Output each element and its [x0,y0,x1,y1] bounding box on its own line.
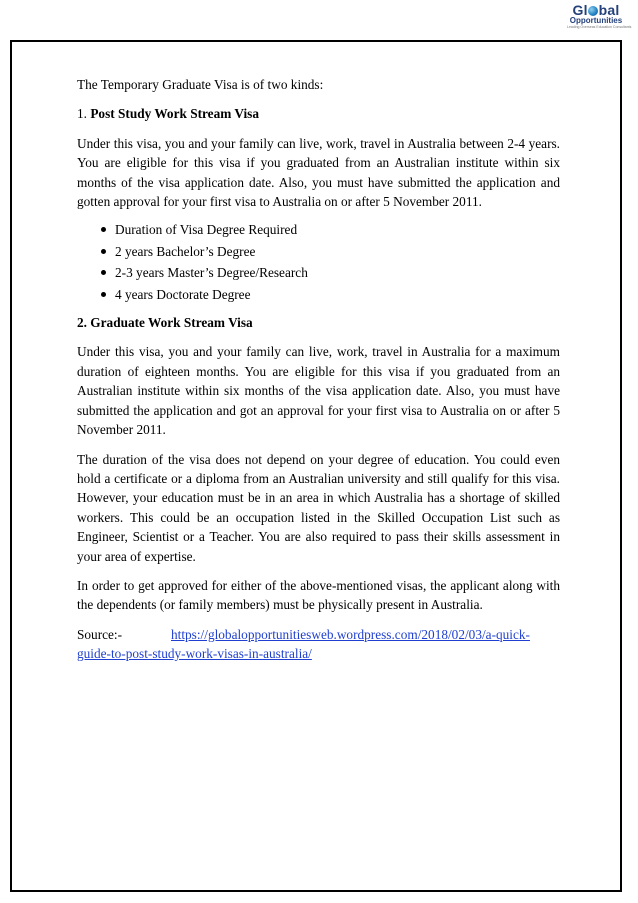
bullet-icon [101,292,106,297]
logo-wordmark: Gl bal [572,2,620,18]
global-opportunities-logo [567,2,632,39]
logo-subword: Opportunities [569,16,623,25]
section1-title: Post Study Work Stream Visa [90,106,260,122]
section2-heading: 2. Graduate Work Stream Visa [77,315,253,331]
document-body [77,75,560,674]
section1-paragraph: Under this visa, you and your family can live, work, travel in Australia between 2-4 years. You are eligible for this visa if you graduated from an Australian institute within six months of the visa application date. Also, you must have submitted the application and gotten approval for your first visa to Australia on or after 5 November 2011. [77,135,560,210]
list-item: 4 years Doctorate Degree [101,284,560,305]
source-line [77,625,560,664]
degree-bullet-list [101,219,560,305]
list-item: Duration of Visa Degree Required [101,219,560,240]
list-item: 2 years Bachelor’s Degree [101,241,560,262]
section1-number: 1. [77,106,87,122]
bullet-icon [101,227,106,232]
logo-tagline: Leading Overseas Education Consultants [567,25,632,29]
source-link[interactable]: https://globalopportunitiesweb.wordpress.com/2018/02/03/a-quick-guide-to-post-study-work-visas-in-australia/ [77,626,530,662]
intro-text: The Temporary Graduate Visa is of two kinds: [77,77,324,92]
source-label: Source:- [77,626,123,642]
bullet-icon [101,270,106,275]
section2-paragraph-1: Under this visa, you and your family can live, work, travel in Australia for a maximum duration of eighteen months. You are eligible for this visa if you graduated from an Australian institute within six months of the visa application date. Also, you must have submitted the application and got an approval for your first visa to Australia on or after 5 November 2011. [77,344,560,438]
section1-heading [77,104,560,123]
globe-icon [588,6,598,16]
section2-paragraph-2: The duration of the visa does not depend on your degree of education. You could even hold a certificate or a diploma from an Australian university and still qualify for this visa. However, your education must be in an area in which Australia has a shortage of skilled workers. This could be an occupation listed in the Skilled Occupation List such as Engineer, Scientist or a Teacher. You are also required to pass their skills assessment in your area of expertise. [77,451,560,564]
bullet-icon [101,249,106,254]
list-item: 2-3 years Master’s Degree/Research [101,262,560,283]
section2-paragraph-3: In order to get approved for either of the above-mentioned visas, the applicant along with the dependents (or family members) must be physically present in Australia. [77,577,560,613]
